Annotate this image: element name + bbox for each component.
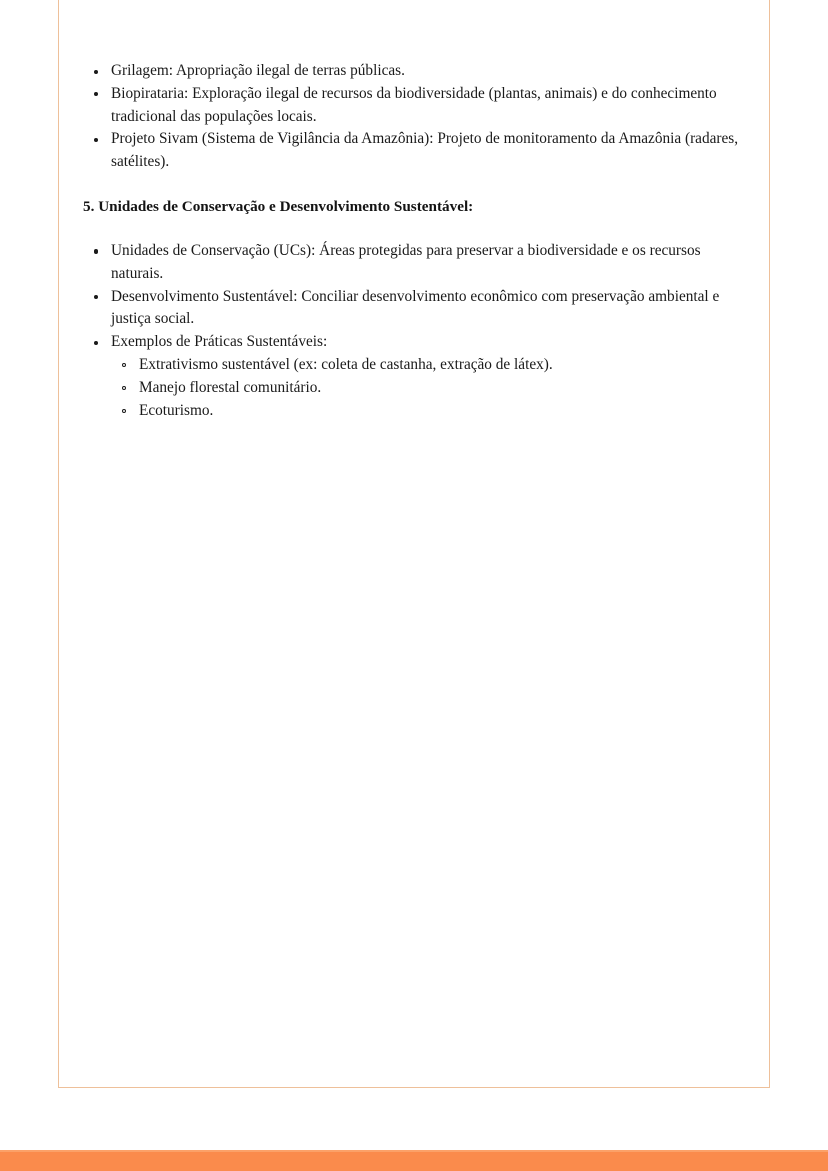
list-item-text: Biopirataria: Exploração ilegal de recursos da biodiversidade (plantas, animais) e do conhecimento tradicional das populações locais. bbox=[111, 84, 717, 125]
sub-list-item-text: Ecoturismo. bbox=[139, 401, 214, 419]
document-content-frame bbox=[58, 0, 770, 1088]
conservation-units-list bbox=[83, 240, 747, 354]
list-item bbox=[83, 128, 747, 174]
sub-list-item-text: Extrativismo sustentável (ex: coleta de castanha, extração de látex). bbox=[139, 355, 553, 373]
list-item-text: Exemplos de Práticas Sustentáveis: bbox=[111, 333, 328, 351]
document-text-column bbox=[83, 60, 747, 422]
sub-list-item bbox=[111, 354, 747, 377]
list-item bbox=[83, 286, 747, 332]
list-item bbox=[83, 331, 747, 354]
list-item-text: Desenvolvimento Sustentável: Conciliar desenvolvimento econômico com preservação ambiental e justiça social. bbox=[111, 287, 720, 328]
illegal-activities-list bbox=[83, 60, 747, 174]
spacer bbox=[83, 218, 747, 240]
list-item-text: Projeto Sivam (Sistema de Vigilância da Amazônia): Projeto de monitoramento da Amazônia (radares, satélites). bbox=[111, 130, 739, 171]
footer-accent-highlight bbox=[0, 1150, 828, 1152]
list-item-text: Unidades de Conservação (UCs): Áreas protegidas para preservar a biodiversidade e os recursos naturais. bbox=[111, 241, 701, 282]
list-item bbox=[83, 83, 747, 129]
sub-list-item-text: Manejo florestal comunitário. bbox=[139, 378, 322, 396]
list-item-text: Grilagem: Apropriação ilegal de terras públicas. bbox=[111, 62, 405, 79]
section-heading: 5. Unidades de Conservação e Desenvolvimento Sustentável: bbox=[83, 197, 474, 215]
footer-accent-band bbox=[0, 1150, 828, 1171]
spacer bbox=[83, 174, 747, 196]
sub-list-item bbox=[111, 400, 747, 423]
sub-list-item bbox=[111, 377, 747, 400]
list-item bbox=[83, 240, 747, 286]
sustainable-practices-sublist bbox=[83, 354, 747, 422]
list-item bbox=[83, 60, 747, 83]
